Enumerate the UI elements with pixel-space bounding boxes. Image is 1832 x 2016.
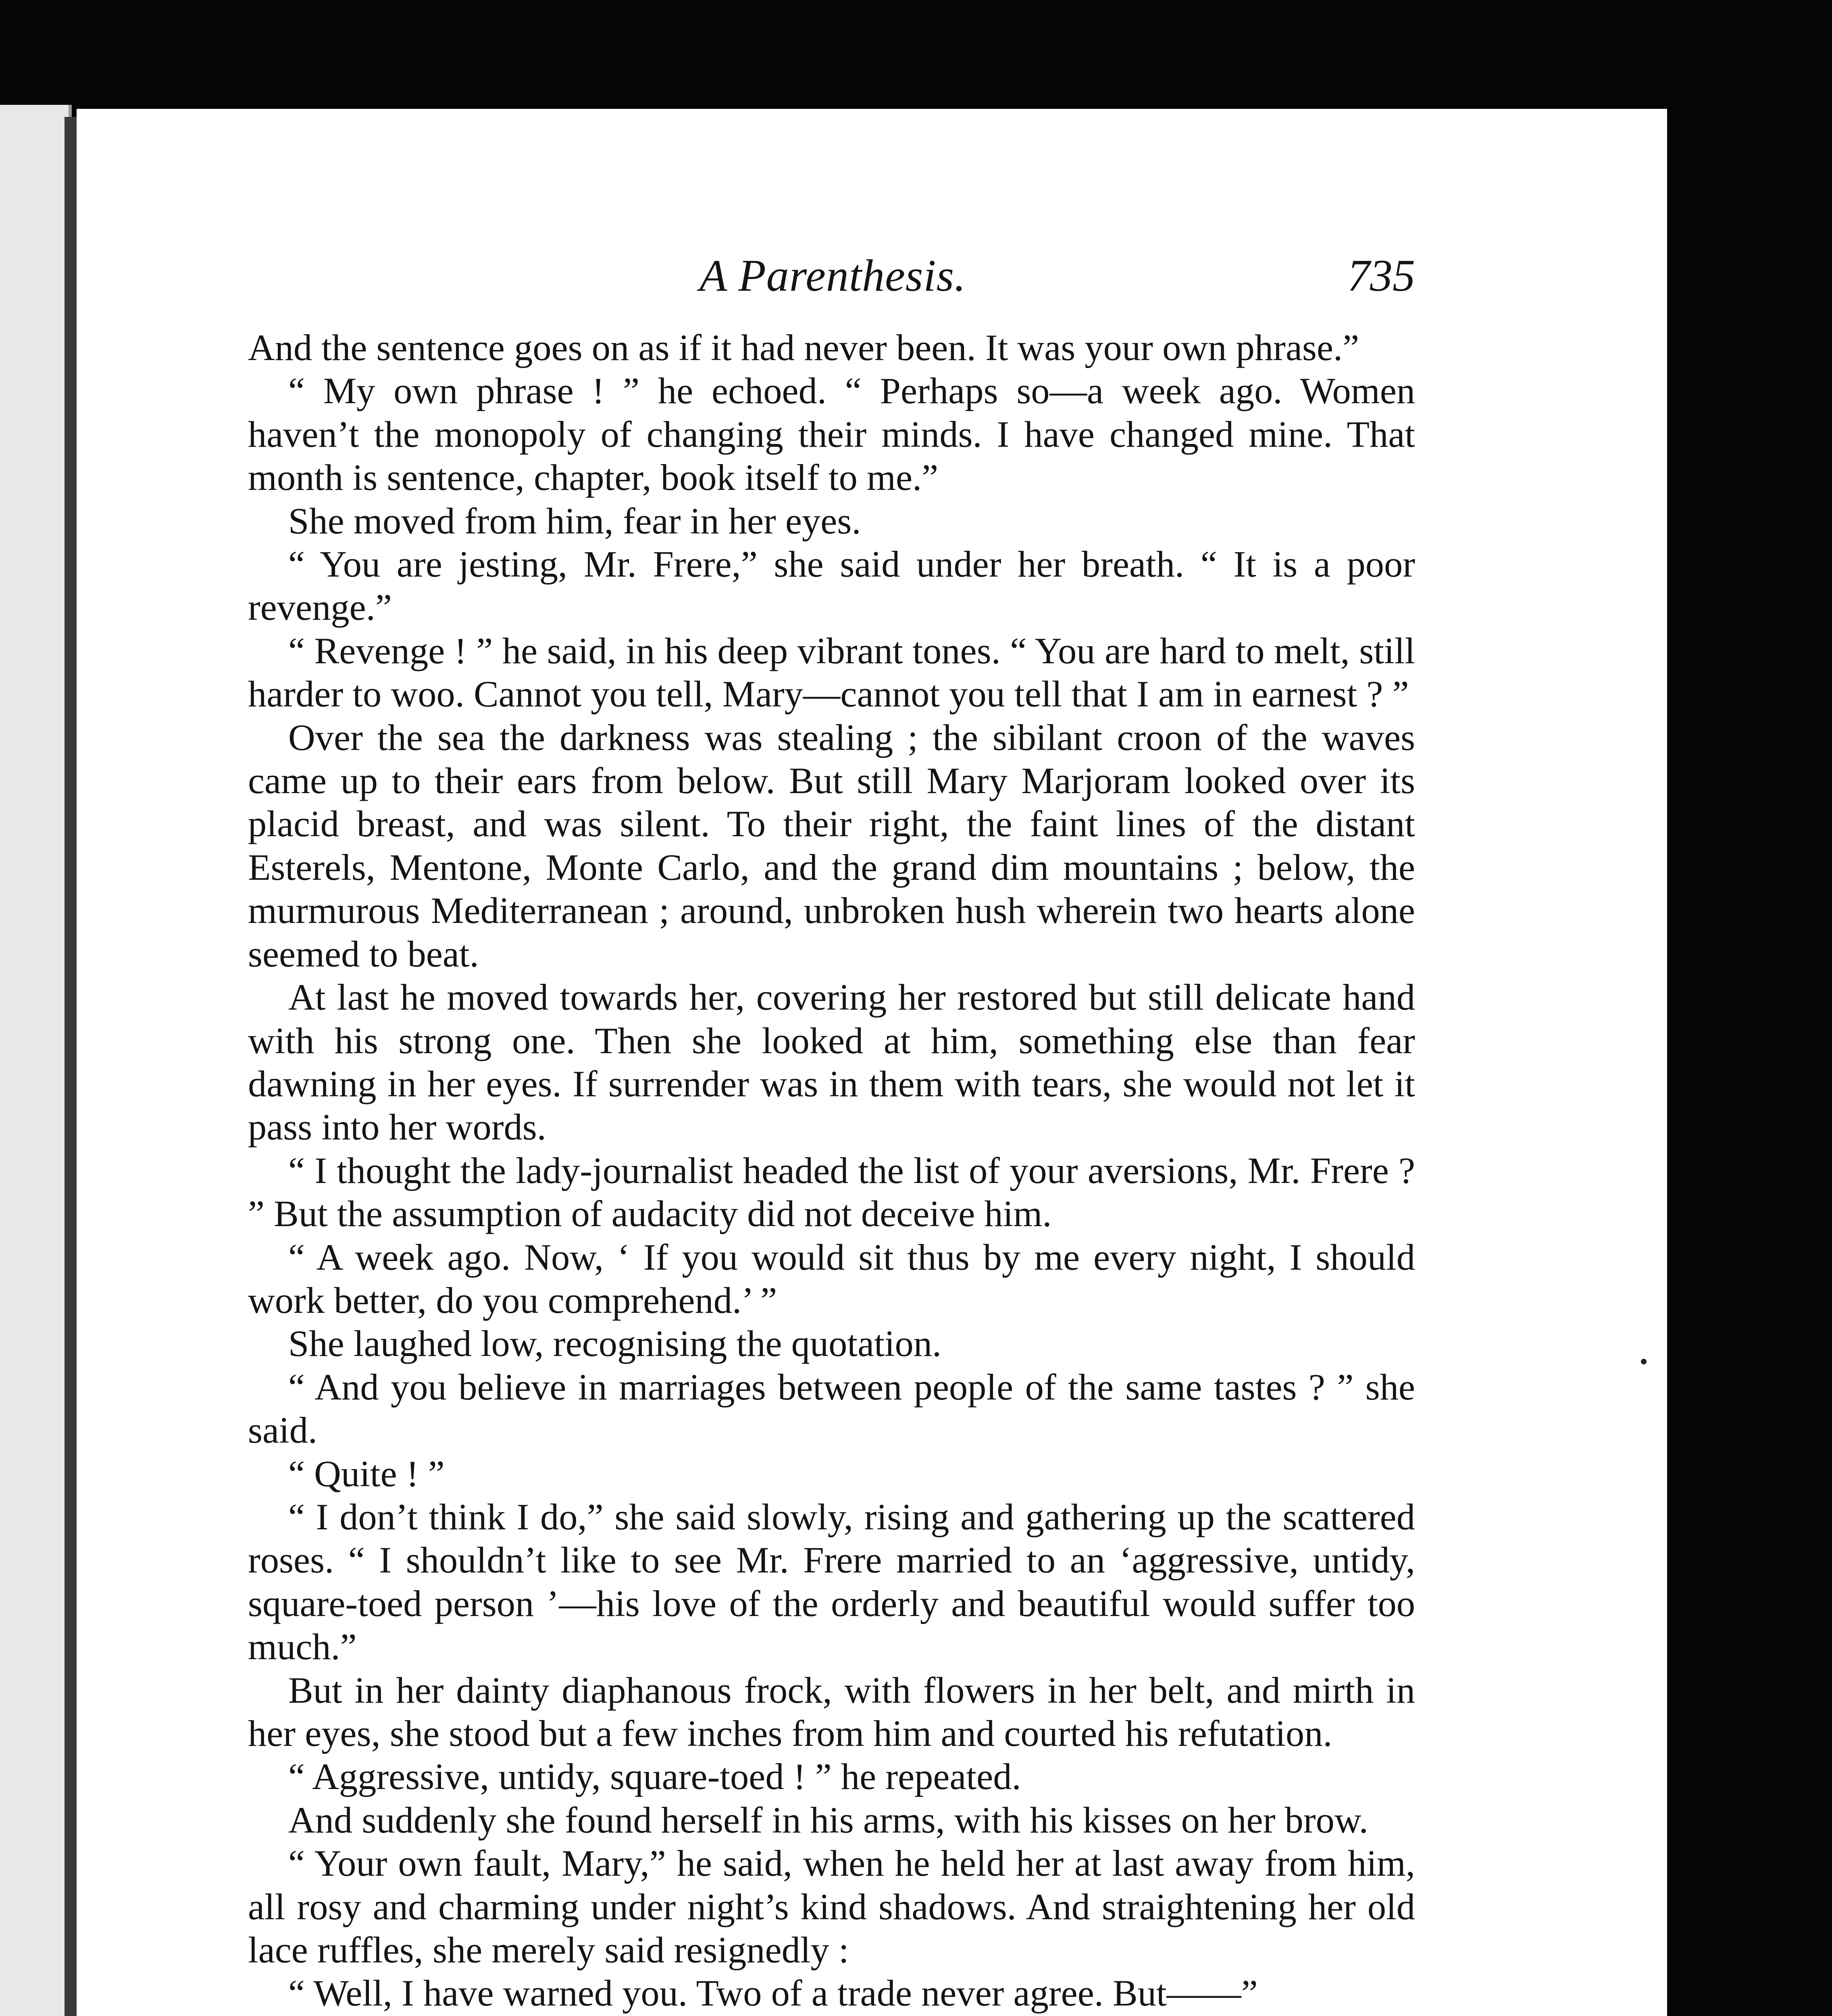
running-title: A Parenthesis. [699,251,966,301]
paragraph: “ Aggressive, untidy, square-toed ! ” he repeated. [288,1756,1021,1798]
paragraph: “ Your own fault, Mary,” he said, when he held her at last away from him, all rosy and charming under night’s kind shadows. And straightening her old lace ruffles, she merely said resignedly : [248,1843,1415,1971]
page-number: 735 [1347,251,1415,301]
book-page [77,109,1667,2016]
paragraph: “ A week ago. Now, ‘ If you would sit thus by me every night, I should work better, do you comprehend.’ ” [248,1237,1415,1321]
paragraph: “ And you believe in marriages between people of the same tastes ? ” she said. [248,1366,1415,1452]
paragraph: And the sentence goes on as if it had never been. It was your own phrase.” [248,327,1359,369]
paragraph: And suddenly she found herself in his arms, with his kisses on her brow. [288,1799,1368,1841]
page-content [248,250,1415,2016]
paragraph: “ My own phrase ! ” he echoed. “ Perhaps so—a week ago. Women haven’t the monopoly of changing their minds. I have changed mine. That month is sentence, chapter, book itself to me.” [248,371,1415,499]
paragraph: She laughed low, recognising the quotation. [288,1323,942,1365]
paragraph: “ Quite ! ” [288,1453,445,1495]
previous-page-edge [0,105,72,2016]
paragraph: “ Well, I have warned you. Two of a trade never agree. But——” [288,1973,1258,2014]
paragraph: “ You are jesting, Mr. Frere,” she said under her breath. “ It is a poor revenge.” [248,544,1415,629]
running-head [248,250,1415,327]
paragraph: But in her dainty diaphanous frock, with flowers in her belt, and mirth in her eyes, she stood but a few inches from him and courted his refutation. [248,1670,1415,1754]
paragraph: “ I thought the lady-journalist headed the list of your aversions, Mr. Frere ? ” But the assumption of audacity did not deceive him. [248,1150,1415,1235]
paragraph: Over the sea the darkness was stealing ; the sibilant croon of the waves came up to their ears from below. But still Mary Marjoram looked over its placid breast, and was silent. To their right, the faint lines of the distant Esterels, Mentone, Monte Carlo, and the grand dim mountains ; below, the murmurous Mediterranean ; around, unbroken hush wherein two hearts alone seemed to beat. [248,717,1415,975]
scan-speck [1641,1359,1647,1364]
paragraph: She moved from him, fear in her eyes. [288,500,861,542]
story-text [248,327,1415,2016]
paragraph: “ I don’t think I do,” she said slowly, rising and gathering up the scattered roses. “ I shouldn’t like to see Mr. Frere married to an ‘aggressive, untidy, square-toed person ’—his love of the orderly and beautiful would suffer too much.” [248,1496,1415,1668]
paragraph: “ Revenge ! ” he said, in his deep vibrant tones. “ You are hard to melt, still harder to woo. Cannot you tell, Mary—cannot you tell that I am in earnest ? ” [248,630,1415,715]
paragraph: At last he moved towards her, covering her restored but still delicate hand with his strong one. Then she looked at him, something else than fear dawning in her eyes. If surrender was in them with tears, she would not let it pass into her words. [248,977,1415,1148]
